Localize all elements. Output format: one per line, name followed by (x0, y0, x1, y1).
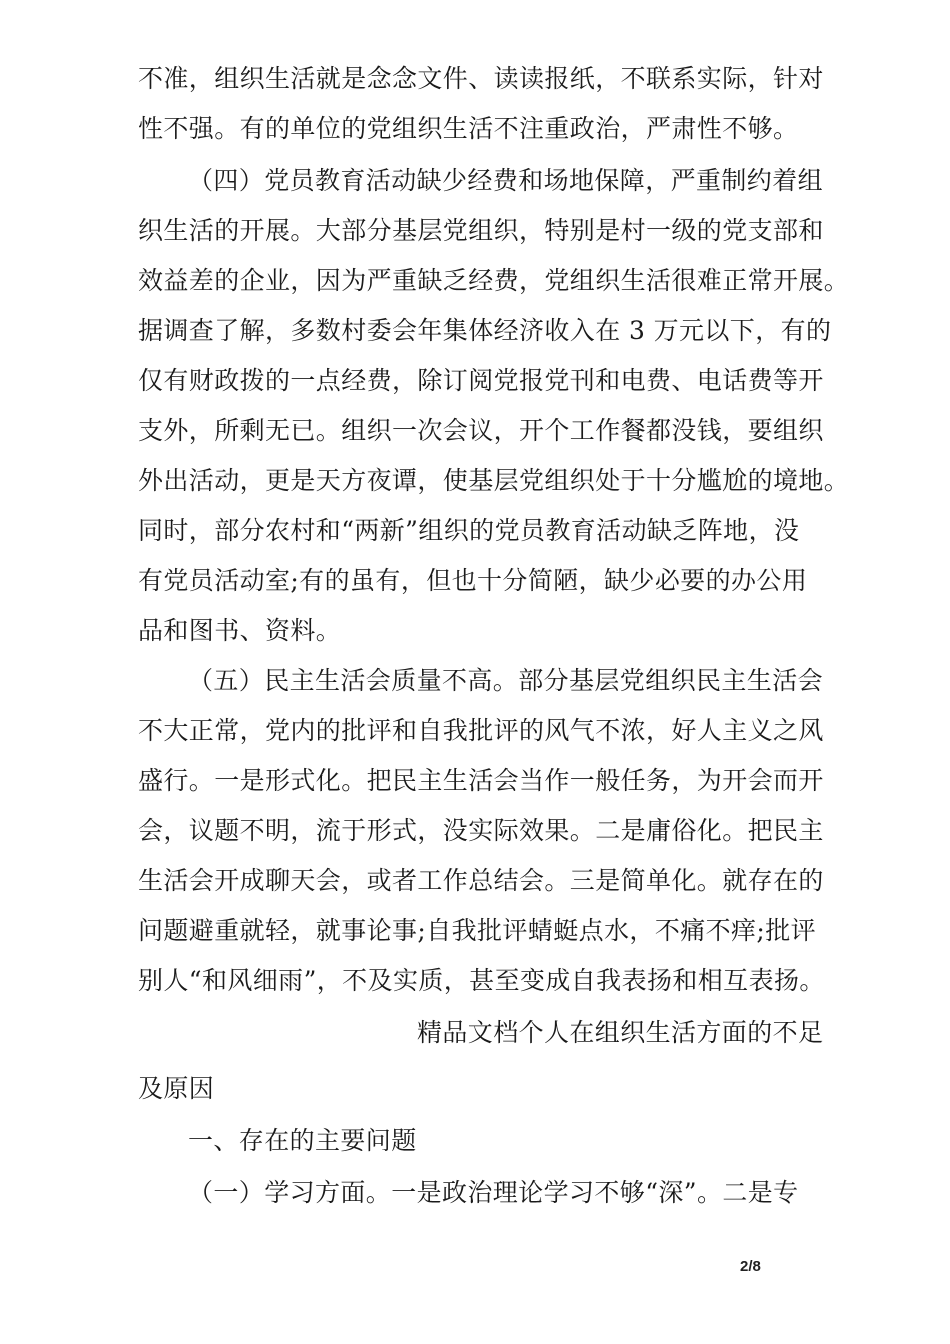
paragraph-line: 外出活动，更是天方夜谭，使基层党组织处于十分尴尬的境地。 (138, 466, 850, 495)
section-heading: 一、存在的主要问题 (188, 1126, 417, 1155)
paragraph-line: 有党员活动室;有的虽有，但也十分简陋，缺少必要的办公用 (138, 566, 808, 595)
section-title-continuation: 及原因 (138, 1074, 215, 1103)
paragraph-line: 不大正常，党内的批评和自我批评的风气不浓，好人主义之风 (138, 716, 824, 745)
paragraph-line: 别人“和风细雨”，不及实质，甚至变成自我表扬和相互表扬。 (138, 966, 825, 995)
paragraph-line: （四）党员教育活动缺少经费和场地保障，严重制约着组 (188, 166, 824, 195)
paragraph-line: 织生活的开展。大部分基层党组织，特别是村一级的党支部和 (138, 216, 824, 245)
paragraph-line: 据调查了解，多数村委会年集体经济收入在 3 万元以下，有的 (138, 316, 832, 345)
page-number: 2/8 (740, 1258, 761, 1275)
paragraph-line: 支外，所剩无已。组织一次会议，开个工作餐都没钱，要组织 (138, 416, 824, 445)
section-title: 精品文档个人在组织生活方面的不足 (417, 1018, 824, 1047)
paragraph-line: 仅有财政拨的一点经费，除订阅党报党刊和电费、电话费等开 (138, 366, 824, 395)
paragraph-line: 会，议题不明，流于形式，没实际效果。二是庸俗化。把民主 (138, 816, 824, 845)
paragraph-line: 生活会开成聊天会，或者工作总结会。三是简单化。就存在的 (138, 866, 824, 895)
paragraph-line: 不准，组织生活就是念念文件、读读报纸，不联系实际，针对 (138, 64, 824, 93)
paragraph-line: 问题避重就轻，就事论事;自我批评蜻蜓点水，不痛不痒;批评 (138, 916, 817, 945)
paragraph-line: 性不强。有的单位的党组织生活不注重政治，严肃性不够。 (138, 114, 799, 143)
paragraph-line: 品和图书、资料。 (138, 616, 342, 645)
paragraph-line: 同时，部分农村和“两新”组织的党员教育活动缺乏阵地，没 (138, 516, 800, 545)
paragraph-line: （五）民主生活会质量不高。部分基层党组织民主生活会 (188, 666, 824, 695)
paragraph-line: 效益差的企业，因为严重缺乏经费，党组织生活很难正常开展。 (138, 266, 850, 295)
paragraph-line: 盛行。一是形式化。把民主生活会当作一般任务，为开会而开 (138, 766, 824, 795)
paragraph-line: （一）学习方面。一是政治理论学习不够“深”。二是专 (188, 1178, 799, 1207)
